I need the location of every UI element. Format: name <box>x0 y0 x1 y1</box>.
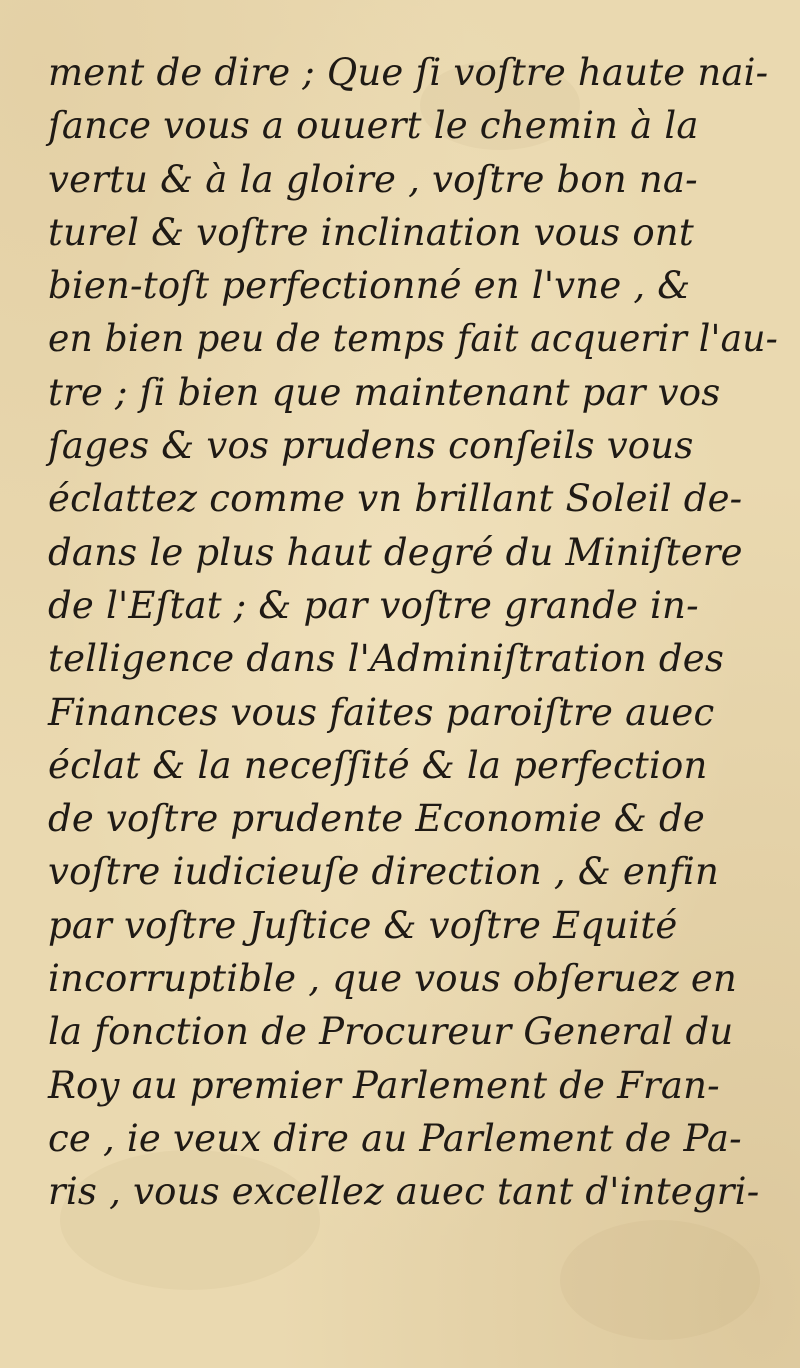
text-line: ris , vous excellez auec tant d'integri- <box>48 1170 760 1214</box>
paper-stain <box>560 1220 760 1340</box>
text-line: voſtre iudicieuſe direction , & enfin <box>48 850 719 894</box>
text-line: ment de dire ; Que ſi voſtre haute nai- <box>48 51 769 94</box>
text-line: ſages & vos prudens conſeils vous <box>48 424 694 468</box>
text-line: telligence dans l'Adminiſtration des <box>48 637 725 681</box>
text-line: turel & voſtre inclination vous ont <box>48 210 694 254</box>
text-line: éclat & la neceſſité & la perfection <box>48 743 708 787</box>
text-line: en bien peu de temps fait acquerir l'au- <box>48 317 779 361</box>
text-line: la fonction de Procureur General du <box>48 1010 734 1054</box>
text-line: tre ; ſi bien que maintenant par vos <box>48 370 721 414</box>
text-line: bien-toſt perfectionné en l'vne , & <box>48 264 691 308</box>
text-line: éclattez comme vn brillant Soleil de- <box>48 477 743 521</box>
text-line: de voſtre prudente Economie & de <box>48 797 705 841</box>
page-text <box>48 46 778 1219</box>
text-line: par voſtre Juſtice & voſtre Equité <box>48 903 678 947</box>
text-line: vertu & à la gloire , voſtre bon na- <box>48 157 698 201</box>
text-line: dans le plus haut degré du Miniſtere <box>48 530 743 574</box>
text-line: ſance vous a ouuert le chemin à la <box>48 104 699 148</box>
text-line: Finances vous faites paroiſtre auec <box>48 690 715 734</box>
text-line: Roy au premier Parlement de Fran- <box>48 1063 720 1107</box>
text-line: ce , ie veux dire au Parlement de Pa- <box>48 1116 742 1160</box>
text-line: incorruptible , que vous obſeruez en <box>48 957 738 1001</box>
text-line: de l'Eſtat ; & par voſtre grande in- <box>48 583 699 627</box>
